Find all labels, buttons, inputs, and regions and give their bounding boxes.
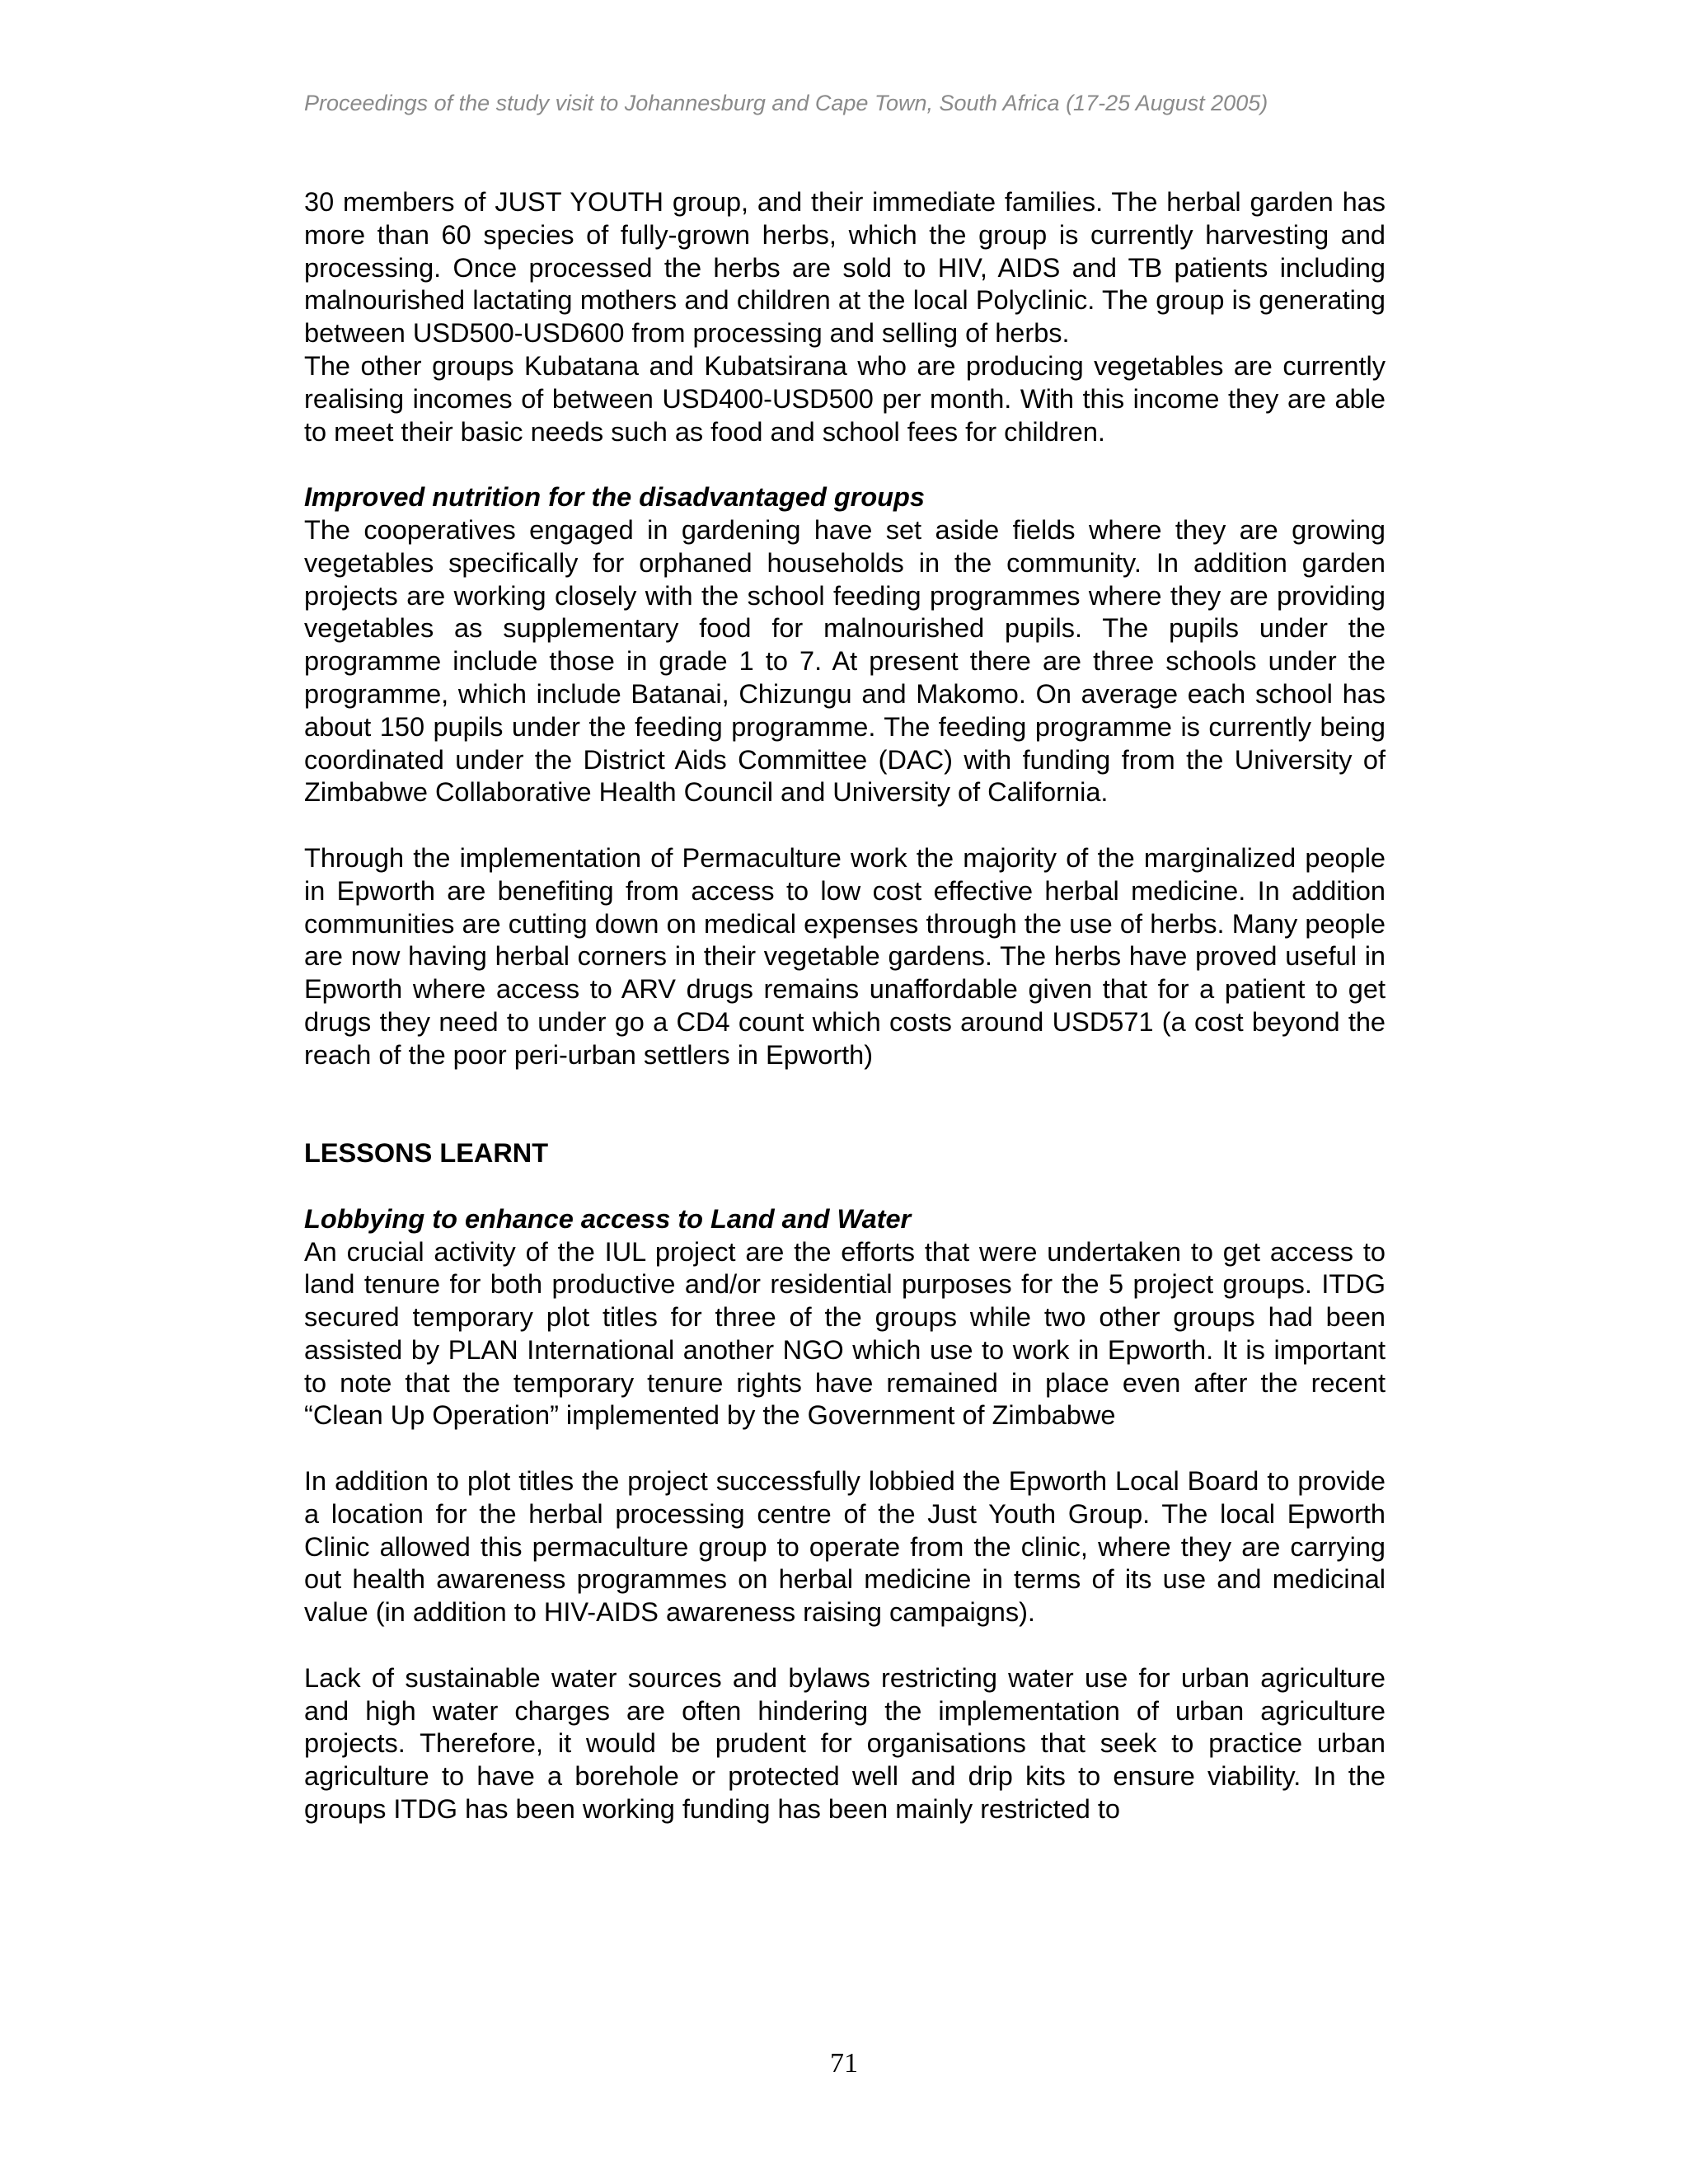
paragraph-land-tenure: An crucial activity of the IUL project are the efforts that were undertaken to get access to land tenure for both productive and/or residential purposes for the 5 project groups. ITDG secured temporary plot titles for three of the groups while two other groups had been assisted by PLAN International another NGO which use to work in Epworth. It is important to note that the temporary tenure rights have remained in place even after the recent “Clean Up Operation” implemented by the Government of Zimbabwe [304,1236,1386,1431]
paragraph-income-vegetables: The other groups Kubatana and Kubatsirana who are producing vegetables are currently realising incomes of between USD400-USD500 per month. With this income they are able to meet their basic needs such as food and school fees for children. [304,350,1386,447]
paragraph-permaculture: Through the implementation of Permaculture work the majority of the marginalized people in Epworth are benefiting from access to low cost effective herbal medicine. In addition communities are cutting down on medical expenses through the use of herbs. Many people are now having herbal corners in their vegetable gardens. The herbs have proved useful in Epworth where access to ARV drugs remains unaffordable given that for a patient to get drugs they need to under go a CD4 count which costs around USD571 (a cost beyond the reach of the poor peri-urban settlers in Epworth) [304,842,1386,1070]
section-heading-nutrition: Improved nutrition for the disadvantaged groups [304,482,925,513]
page-number: 71 [830,2048,858,2079]
spacer [304,1170,1386,1203]
running-header: Proceedings of the study visit to Johannesburg and Cape Town, South Africa (17-25 August 2005) [304,91,1268,115]
spacer [304,1072,1386,1138]
section-heading-lobbying: Lobbying to enhance access to Land and Water [304,1203,912,1234]
paragraph-nutrition: The cooperatives engaged in gardening have set aside fields where they are growing vegetables specifically for orphaned households in the community. In addition garden projects are working closely with the school feeding programmes where they are providing vegetables as supplementary food for malnourished pupils. The pupils under the programme include those in grade 1 to 7. At present there are three schools under the programme, which include Batanai, Chizungu and Makomo. On average each school has about 150 pupils under the feeding programme. The feeding programme is currently being coordinated under the District Aids Committee (DAC) with funding from the University of Zimbabwe Collaborative Health Council and University of California. [304,514,1386,808]
spacer [304,809,1386,842]
spacer [304,448,1386,481]
paragraph-income-herbs: 30 members of JUST YOUTH group, and their immediate families. The herbal garden has more than 60 species of fully-grown herbs, which the group is currently harvesting and processing. Once processed the herbs are sold to HIV, AIDS and TB patients including malnourished lactating mothers and children at the local Polyclinic. The group is generating between USD500-USD600 from processing and selling of herbs. [304,187,1386,349]
section-heading-lessons: LESSONS LEARNT [304,1138,549,1169]
spacer [304,1629,1386,1662]
document-body [304,186,1386,1826]
paragraph-plot-titles: In addition to plot titles the project successfully lobbied the Epworth Local Board to provide a location for the herbal processing centre of the Just Youth Group. The local Epworth Clinic allowed this permaculture group to operate from the clinic, where they are carrying out health awareness programmes on herbal medicine in terms of its use and medicinal value (in addition to HIV-AIDS awareness raising campaigns). [304,1466,1386,1628]
paragraph-water: Lack of sustainable water sources and bylaws restricting water use for urban agriculture and high water charges are often hindering the implementation of urban agriculture projects. Therefore, it would be prudent for organisations that seek to practice urban agriculture to have a borehole or protected well and drip kits to ensure viability. In the groups ITDG has been working funding has been mainly restricted to [304,1662,1386,1825]
spacer [304,1432,1386,1465]
